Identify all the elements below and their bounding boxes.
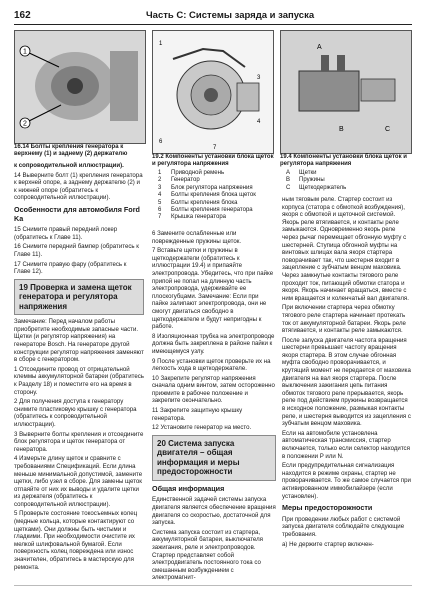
page-header xyxy=(14,10,412,24)
figure-19-2-drawing xyxy=(152,30,274,154)
section-heading: Особенности для автомобиля Ford Ka xyxy=(14,204,140,223)
paragraph: При проведении любых работ с системой запуска двигателя соблюдайте следующие требования. xyxy=(282,515,405,538)
paragraph: 5 Проверьте состояние токосъемных колец (медные кольца, которые контактируют со щетками). Они должны быть чистыми и гладкими. При необходимости очистите их мелкой шлифовальной бумагой. Если поверхность колец повреждена или износ значителен, обратитесь в мастерскую для ремонта. xyxy=(14,510,138,571)
section-heading: Меры предосторожности xyxy=(282,503,373,513)
paragraph: 10 Закрепите регулятор напряжения сначала одним винтом, затем остороженно прижмите в рабочее положение и закрепите окончательно. xyxy=(152,374,275,405)
legend-item: B Пружины xyxy=(286,177,325,184)
column-2 xyxy=(152,230,276,582)
figure-19-4-photo xyxy=(280,30,412,154)
column-1 xyxy=(14,162,144,582)
section-box-19: 19 Проверка и замена щеток генератора и регулятора напряжения xyxy=(14,279,144,316)
svg-text:4: 4 xyxy=(257,119,261,125)
paragraph: 7 Вставьте щетки и пружины в щеткодержатели (обратитесь к иллюстрации 19.4) и припаяйте электропровода. Убедитесь, что при пайке припой не попал на длинную часть электропровода, удерживайте ее плоскогубцами. Замечание: Если при пайке залипают электропровода, они не смогут двигаться свободно в щеткодержателе и будут непригодны к работе. xyxy=(152,247,274,331)
paragraph: После запуска двигателя частота вращения шестерни превышает частоту вращения якоря стартера. В этом случае обгонная муфта свободно проворачивается, и крутящий момент не передается от маховика двигателя на вал якоря стартера. После выключения зажигания цепь питания обмоток тягового реле прерывается, якорь реле под действием пружины возвращается в исходное положение, размыкая контакты реле, и шестерня выводится из зацепления с зубчатым венцом маховика. xyxy=(282,336,411,428)
legend-item: 7 Крышка генератора xyxy=(158,214,226,221)
header-rule xyxy=(14,24,412,25)
section-box-20: 20 Система запуска двигателя – общая информация и меры предосторожности xyxy=(152,435,276,481)
paragraph: 4 Измерьте длину щеток и сравните с требованиями Спецификаций. Если длина меньше минимальной допустимой, замените щетки, либо узел в сборе. Для замены щеток отпаяйте от них их выводы и удалите щетки из держателя (обратитесь к сопроводительной иллюстрации). xyxy=(14,455,143,508)
paragraph: а) Не держите стартер включен- xyxy=(282,540,374,548)
svg-text:7: 7 xyxy=(213,145,217,151)
column-3 xyxy=(282,196,412,582)
figure-19-4-caption: 19.4 Компоненты установки блока щеток и регулятора напряжения xyxy=(280,154,407,167)
paragraph: 1 Отсоедините провод от отрицательной клеммы аккумуляторной батареи (обратитесь к Разделу 18) и поместите его на время в сторону. xyxy=(14,365,144,396)
legend-item: C Щеткодержатель xyxy=(286,184,347,191)
legend-item: 3 Блок регулятора напряжения xyxy=(158,184,253,191)
paragraph: 17 Снимите правую фару (обратитесь к Главе 12). xyxy=(14,260,127,276)
svg-text:6: 6 xyxy=(159,139,163,145)
legend-item: 4 Болты крепления блока щеток xyxy=(158,192,256,199)
paragraph: ным тяговым реле. Стартер состоит из корпуса (статора с обмоткой возбуждения), якоря с обмоткой и щеточной системой. Якорь реле втягивается, и контакты реле замыкаются. Одновременно якорь реле через рычаг перемещает обгонную муфту с шестерней. Ступица обгонной муфты на винтовых шлицах вала якоря стартера поворачивает так, что шестерня входит в зацепление с зубчатым венцом маховика. Через замкнутые контакты тягового реле проходит ток, питающий обмотки статора и якоря. Якорь начинает вращаться, вместе с ним вращается и коленчатый вал двигателя. xyxy=(282,196,409,302)
svg-text:3: 3 xyxy=(257,75,261,81)
paragraph: 12 Установите генератор на место. xyxy=(152,424,252,432)
page-number: 162 xyxy=(14,10,31,21)
paragraph: Замечание: Перед началом работы приобретите необходимые запасные части. Щетки (и регулятор напряжения) на генераторе Bosch. На генераторе другой конструкции регулятор напряжения заменяют в сборе с генератором. xyxy=(14,318,144,364)
svg-text:1: 1 xyxy=(23,48,27,56)
paragraph: Система запуска состоит из стартера, аккумуляторной батареи, выключателя зажигания, реле и электропроводов. Стартер представляет собой электродвигатель постоянного тока со смешанным возбуждением с электромагнит- xyxy=(152,528,263,582)
paragraph: 11 Закрепите защитную крышку генератора. xyxy=(152,407,243,422)
paragraph: 9 После установки щеток проверьте их на легкость хода в щеткодержателе. xyxy=(152,357,271,373)
paragraph: 15 Снимите правый передний локер (обратитесь к Главе 11). xyxy=(14,226,118,241)
paragraph: При включении стартера через обмотку тягового реле стартера начинает протекать ток от аккумуляторной батареи. Якорь реле втягивается, и контакты реле замыкаются. xyxy=(282,304,406,335)
paragraph: 16 Снимите передний бампер (обратитесь к Главе 11). xyxy=(14,243,139,258)
legend-item: 6 Болты крепления генератора xyxy=(158,207,253,214)
paragraph: 3 Выверните болты крепления и отсоедините блок регулятора и щеток генератора от генератора. xyxy=(14,430,144,453)
paragraph: 14 Выверните болт (1) крепления генератора к верхней опоре, а заднему держателю (2) и к нижней опоре (обратитесь к сопроводительной иллюстрации). xyxy=(14,171,143,202)
paragraph: к сопроводительной иллюстрации). xyxy=(14,162,124,169)
footer-rule xyxy=(14,585,412,586)
legend-item: A Щетки xyxy=(286,170,317,176)
svg-text:B: B xyxy=(339,126,344,133)
paragraph: 2 Для получения доступа к генератору снимите пластиковую крышку с генератора (обратитесь к сопроводительной иллюстрации). xyxy=(14,398,137,428)
paragraph: Единственной задачей системы запуска двигателя является обеспечение вращения двигателя со скоростью, достаточной для запуска. xyxy=(152,496,276,527)
paragraph: Если предупредительная сигнализация находится в режиме охраны, стартер не проворачивается. То же самое случается при активированном иммобилайзере (если установлен). xyxy=(282,462,411,500)
svg-text:A: A xyxy=(317,44,322,51)
figure-16-14-caption: 16.14 Болты крепления генератора к верхнему (1) и заднему (2) держателю xyxy=(14,144,128,157)
legend-item: 2 Генератор xyxy=(158,177,200,184)
svg-text:C: C xyxy=(385,126,391,133)
paragraph: 6 Замените ослабленные или поврежденные пружины щеток. xyxy=(152,230,242,245)
paragraph: 8 Изоляционная трубка на электропроводе должна быть закреплена в районе пайки к имеющемуся узлу. xyxy=(152,332,275,355)
figure-19-4-legend xyxy=(286,170,410,192)
svg-text:2: 2 xyxy=(23,120,27,128)
chapter-title: Часть С: Системы заряда и запуска xyxy=(146,10,315,21)
section-heading: Общая информация xyxy=(152,483,225,493)
figure-19-2-caption: 19.2 Компоненты установки блока щеток и регулятора напряжения xyxy=(152,154,274,167)
figure-16-14-photo xyxy=(14,30,146,144)
legend-item: 1 Приводной ремень xyxy=(158,170,225,176)
paragraph: Если на автомобиле установлена автоматическая трансмиссия, стартер включается, только если селектор находится в положении P или N. xyxy=(282,429,410,460)
legend-item: 5 Болты крепления блока xyxy=(158,199,238,206)
figure-19-2-legend xyxy=(158,170,276,222)
svg-text:1: 1 xyxy=(159,41,163,47)
